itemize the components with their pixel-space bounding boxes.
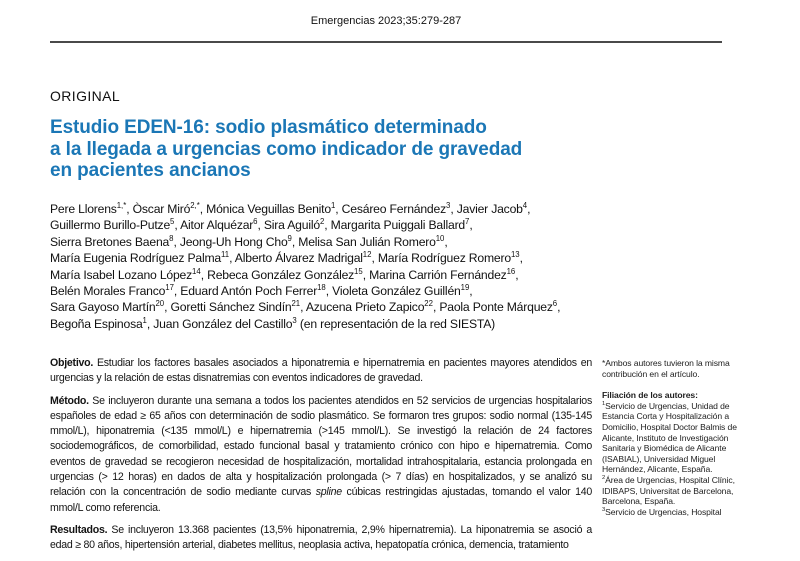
section-label: ORIGINAL [50, 88, 121, 104]
affiliation-superscript: 21 [291, 299, 301, 309]
author-line [50, 299, 650, 315]
text-run: , [469, 218, 473, 233]
text-run: , Jeong-Uh Hong Cho [173, 234, 288, 249]
abstract-paragraph [50, 523, 592, 554]
affiliation-superscript: 9 [287, 233, 292, 243]
affiliation-number: 3 [602, 506, 606, 513]
affiliation-superscript: 1 [142, 315, 147, 325]
text-run: , [444, 234, 448, 249]
text-run: , Marina Carrión Fernández [362, 267, 507, 282]
sidebar [602, 358, 756, 517]
text-run: , [557, 300, 561, 315]
text-run: , [515, 267, 519, 282]
text-run: , [527, 202, 531, 216]
title-line-1: Estudio EDEN-16: sodio plasmático determinado [50, 117, 487, 138]
text-run: , Rebeca González González [200, 267, 355, 282]
author-line [50, 267, 650, 283]
affiliation-superscript: 10 [435, 233, 445, 243]
affiliation-superscript: 6 [552, 299, 558, 309]
affiliation-superscript: 3 [446, 200, 451, 210]
affiliation-superscript: 2 [319, 217, 325, 227]
text-run: Estudiar los factores basales asociados a hiponatremia e hipernatremia en pacientes mayores atendidos en urgencias y la relación de estas disnatremias con eventos indicadores de gravedad. [50, 357, 592, 385]
affiliation-superscript: 3 [292, 315, 297, 325]
text-run: Se incluyeron durante una semana a todos los pacientes atendidos en 52 servicios de urgencias hospitalarios españoles de edad ≥ 65 años con determinación de sodio plasmático. Se formaron tres grupos: sodio normal (135-145 mmol/L), hiponatremia (<135 mmol/L) e hipernatremia (>145 mmol/L). Se investigó la relación de 24 factores sociodemográficos, de comorbilidad, estado funcional basal y tratamiento crónico con hipo e hipernatremia. Como eventos de gravedad se recogieron necesidad de hospitalización, mortalidad intrahospitalaria, estancia prolongada en urgencias (> 12 horas) en dados de alta y hospitalización prolongada (> 7 días) en hospitalizados, y se analizó su relación con la concentración de sodio mediante curvas [50, 394, 592, 499]
text-run: Begoña Espinosa [50, 316, 143, 331]
text-run: María Isabel Lozano López [50, 267, 193, 282]
affiliation-entry: $^3$Servicio de Urgencias, Hospital [602, 506, 722, 517]
author-line [50, 283, 650, 299]
text-run: , María Rodríguez Romero [371, 251, 511, 266]
affiliation-superscript: 22 [424, 299, 433, 309]
abstract-paragraph [50, 356, 592, 387]
text-run: , Alberto Álvarez Madrigal [229, 251, 363, 266]
affiliation-superscript: 6 [253, 217, 258, 227]
text-run: , Violeta González Guillén [325, 284, 461, 299]
text-run: Belén Morales Franco [50, 284, 166, 299]
text-run: Se incluyeron 13.368 pacientes (13,5% hiponatremia, 2,9% hipernatremia). La hiponatremia se asoció a edad ≥ 80 años, hipertensión arterial, diabetes mellitus, neoplasia activa, hepatopatía crónica, demencia, tratamiento [50, 523, 592, 552]
text-run: Sara Gayoso Martín [50, 300, 156, 315]
affiliation-superscript: 8 [169, 233, 174, 243]
author-line [50, 316, 650, 332]
text-run: , [469, 284, 473, 299]
article-title [50, 117, 610, 182]
text-run: , Cesáreo Fernández [335, 202, 446, 216]
paragraph-label: Método. [50, 394, 89, 407]
text-run: Sierra Bretones Baena [50, 234, 170, 249]
title-line-2: a la llegada a urgencias como indicador de gravedad [50, 138, 523, 160]
title-line-3: en pacientes ancianos [50, 160, 251, 181]
affiliations-list [602, 401, 756, 518]
text-run: , Azucena Prieto Zapico [300, 300, 425, 315]
text-run: Guillermo Burillo-Putze [50, 218, 171, 233]
affiliation-superscript: 19 [460, 282, 470, 292]
affiliation-superscript: 14 [192, 266, 201, 276]
text-run: , Javier Jacob [450, 202, 523, 216]
text-run: , Mónica Veguillas Benito [199, 202, 331, 216]
author-contribution-note: *Ambos autores tuvieron la misma contribución en el artículo. [602, 358, 730, 379]
affiliation-entry: $^1$Servicio de Urgencias, Unidad de Estancia Corta y Hospitalización a Domicilio, Hospital Doctor Balmis de Alicante, Instituto de Investigación Sanitaria y Biomédica de Alicante (ISABIAL), Universidad Miguel Hernández, Alicante, España. [602, 400, 737, 475]
affiliation-superscript: 17 [165, 282, 174, 292]
affiliation-number: 2 [602, 475, 606, 482]
abstract [50, 356, 592, 561]
affiliation-entry: $^2$Área de Urgencias, Hospital Clínic, IDIBAPS, Universitat de Barcelona, Barcelona, España. [602, 474, 735, 507]
text-run: Pere Llorens [50, 202, 117, 216]
affiliation-superscript: 1 [330, 200, 336, 210]
text-run: María Eugenia Rodríguez Palma [50, 251, 222, 266]
affiliation-superscript: 5 [170, 217, 175, 227]
affiliation-superscript: 13 [510, 250, 520, 260]
author-line [50, 201, 650, 217]
text-run: , Goretti Sánchez Sindín [164, 300, 292, 315]
text-run: , Eduard Antón Poch Ferrer [173, 284, 318, 299]
text-run: , Sira Aguiló [257, 218, 320, 233]
affiliation-superscript: 16 [506, 266, 516, 276]
affiliation-superscript: 11 [221, 250, 230, 260]
author-line [50, 234, 650, 250]
affiliation-superscript: 4 [522, 200, 528, 210]
paragraph-label: Resultados. [50, 523, 108, 536]
affiliation-superscript: 1,* [116, 200, 127, 210]
author-line [50, 250, 650, 266]
author-line [50, 217, 650, 233]
affiliations-heading: Filiación de los autores: [602, 390, 698, 401]
affiliation-superscript: 7 [465, 217, 470, 227]
text-run: , Melisa San Julián Romero [291, 234, 436, 249]
text-run: , Margarita Puiggali Ballard [324, 218, 466, 233]
text-run: , Paola Ponte Márquez [432, 300, 553, 315]
text-run: cúbicas restringidas ajustadas, tomando el valor 140 mmol/L como referencia. [50, 486, 592, 514]
text-run: , [519, 251, 523, 266]
affiliation-superscript: 12 [362, 250, 372, 260]
abstract-paragraph [50, 394, 592, 516]
text-run: , Òscar Miró [126, 202, 191, 216]
text-run: , Juan González del Castillo [146, 316, 293, 331]
affiliation-superscript: 20 [155, 299, 165, 309]
header-divider [50, 41, 722, 43]
text-run: spline [315, 486, 342, 499]
affiliation-superscript: 2,* [190, 200, 200, 210]
affiliation-superscript: 15 [354, 266, 363, 276]
authors-block [50, 201, 650, 332]
affiliation-number: 1 [602, 400, 606, 407]
text-run: (en representación de la red SIESTA) [296, 316, 496, 331]
text-run: , Aitor Alquézar [174, 218, 254, 233]
journal-header: Emergencias 2023;35:279-287 [310, 15, 462, 27]
paragraph-label: Objetivo. [50, 357, 94, 369]
affiliation-superscript: 18 [317, 282, 326, 292]
